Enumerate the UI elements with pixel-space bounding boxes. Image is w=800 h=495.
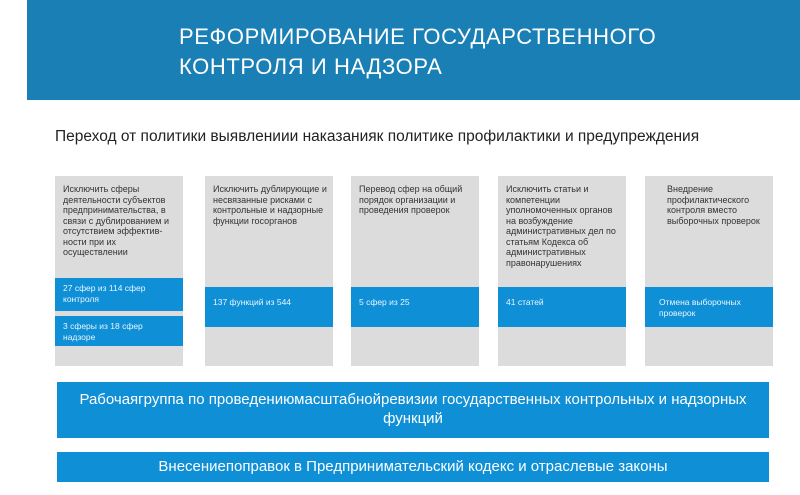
stat-badge: 137 функций из 544 (205, 287, 333, 327)
stat-badge: 5 сфер из 25 (351, 287, 479, 327)
card-text: Исключить сферы деятельности субъектов предпринимательства, в связи с дублированием и отсутствием эффектив-ности при их осуществлении (63, 184, 170, 257)
card-exclude-functions (205, 176, 333, 366)
amendments-bar: Внесениепоправок в Предпринимательский кодекс и отраслевые законы (57, 452, 769, 482)
stat-badge: 27 сфер из 114 сфер контроля (55, 278, 183, 311)
card-text: Исключить дублирующие и несвязанные рисками с контрольные и надзорные функции госорганов (213, 184, 327, 226)
subtitle: Переход от политики выявлениии наказанияк политике профилактики и предупреждения (55, 128, 700, 145)
header-banner (27, 0, 800, 100)
card-text: Внедрение профилактического контроля вместо выборочных проверок (667, 184, 760, 226)
card-general-procedure (351, 176, 479, 366)
working-group-bar: Рабочаягруппа по проведениюмасштабнойревизии государственных контрольных и надзорных функций (57, 382, 769, 438)
card-exclude-spheres (55, 176, 183, 366)
stat-badge: 3 сферы из 18 сфер надзоре (55, 316, 183, 346)
stat-badge: Отмена выборочных проверок (645, 287, 773, 327)
card-exclude-articles (498, 176, 626, 366)
card-text: Исключить статьи и компетенции уполномоченных органов на возбуждение административных дел по статьям Кодекса об административных правонарушениях (506, 184, 616, 268)
stat-badge: 41 статей (498, 287, 626, 327)
card-text: Перевод сфер на общий порядок организации и проведения проверок (359, 184, 463, 215)
page-title: РЕФОРМИРОВАНИЕ ГОСУДАРСТВЕННОГО КОНТРОЛЯ И НАДЗОРА (179, 24, 657, 79)
card-preventive-control (645, 176, 773, 366)
